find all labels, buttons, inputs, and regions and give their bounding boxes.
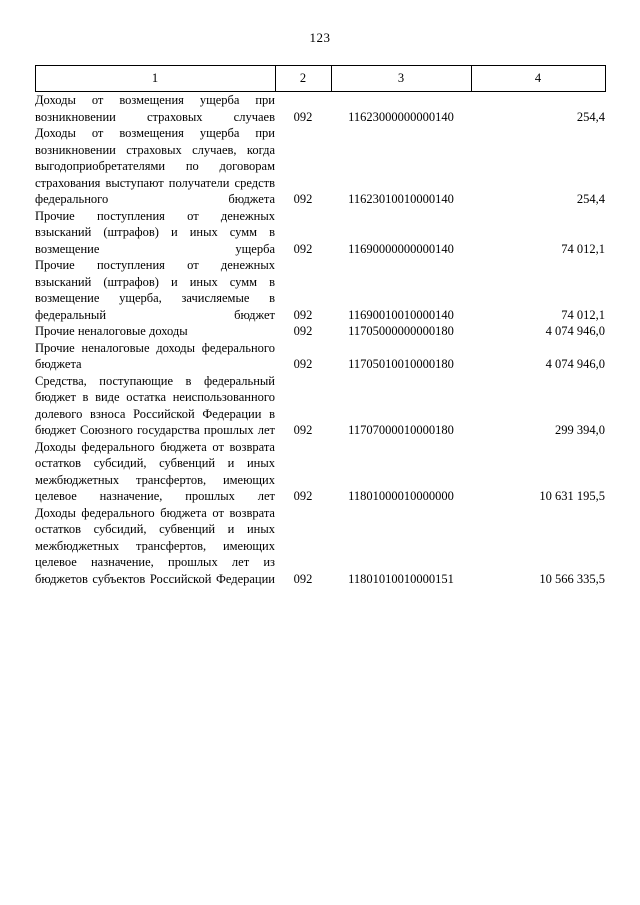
row-kbk-code: 11705010010000180 bbox=[348, 357, 454, 371]
row-admin-code: 092 bbox=[293, 109, 313, 124]
row-kbk-code: 11690010010000140 bbox=[348, 307, 454, 322]
table-row bbox=[35, 373, 605, 439]
budget-income-table bbox=[35, 65, 606, 587]
table-row bbox=[35, 92, 605, 126]
table-header-row bbox=[35, 66, 605, 92]
row-admin-code: 092 bbox=[293, 324, 313, 338]
row-amount: 74 012,1 bbox=[561, 307, 605, 322]
column-header-1: 1 bbox=[35, 66, 275, 92]
table-row bbox=[35, 125, 605, 208]
row-amount: 299 394,0 bbox=[555, 423, 605, 437]
row-amount: 4 074 946,0 bbox=[545, 357, 605, 371]
column-header-4: 4 bbox=[471, 66, 605, 92]
row-amount: 4 074 946,0 bbox=[545, 324, 605, 338]
row-admin-code: 092 bbox=[293, 192, 313, 206]
row-amount: 254,4 bbox=[576, 109, 605, 124]
table-row bbox=[35, 257, 605, 323]
row-name: Прочие поступления от денежных взысканий (штрафов) и иных сумм в возмещение ущерба bbox=[35, 208, 275, 256]
row-name: Прочие поступления от денежных взысканий (штрафов) и иных сумм в возмещение ущерба, зачисляемые в федеральный бюджет bbox=[35, 258, 275, 322]
row-kbk-code: 11707000010000180 bbox=[348, 423, 454, 437]
row-admin-code: 092 bbox=[293, 489, 313, 503]
row-admin-code: 092 bbox=[293, 357, 313, 371]
row-admin-code: 092 bbox=[293, 571, 313, 586]
table-row bbox=[35, 340, 605, 373]
row-amount: 74 012,1 bbox=[561, 241, 605, 256]
row-name: Прочие неналоговые доходы федерального бюджета bbox=[35, 340, 275, 371]
row-kbk-code: 11623000000000140 bbox=[348, 109, 454, 124]
row-amount: 254,4 bbox=[576, 192, 605, 206]
table-row bbox=[35, 323, 605, 340]
table-row bbox=[35, 439, 605, 505]
row-admin-code: 092 bbox=[293, 423, 313, 437]
row-admin-code: 092 bbox=[293, 241, 313, 256]
table-row bbox=[35, 208, 605, 258]
row-kbk-code: 11705000000000180 bbox=[348, 324, 454, 338]
table-row bbox=[35, 505, 605, 588]
row-name: Доходы федерального бюджета от возврата остатков субсидий, субвенций и иных межбюджетных трансфертов, имеющих целевое назначение, прошлых лет из бюджетов субъектов Российской Федерации bbox=[35, 505, 275, 586]
row-name: Доходы от возмещения ущерба при возникновении страховых случаев bbox=[35, 93, 275, 124]
row-kbk-code: 11801010010000151 bbox=[348, 571, 454, 586]
row-name: Средства, поступающие в федеральный бюджет в виде остатка неиспользованного долевого взноса Российской Федерации в бюджет Союзного государства прошлых лет bbox=[35, 373, 275, 437]
row-name: Прочие неналоговые доходы bbox=[35, 324, 188, 338]
row-kbk-code: 11623010010000140 bbox=[348, 192, 454, 206]
row-amount: 10 566 335,5 bbox=[539, 571, 605, 586]
row-name: Доходы федерального бюджета от возврата остатков субсидий, субвенций и иных межбюджетных трансфертов, имеющих целевое назначение, прошлых лет bbox=[35, 439, 275, 503]
row-admin-code: 092 bbox=[293, 307, 313, 322]
row-kbk-code: 11690000000000140 bbox=[348, 241, 454, 256]
row-kbk-code: 11801000010000000 bbox=[348, 489, 454, 503]
page-number: 123 bbox=[309, 30, 331, 45]
column-header-3: 3 bbox=[331, 66, 471, 92]
row-name: Доходы от возмещения ущерба при возникновении страховых случаев, когда выгодоприобретателями по договорам страхования выступают получатели средств федерального бюджета bbox=[35, 126, 275, 206]
column-header-2: 2 bbox=[275, 66, 331, 92]
row-amount: 10 631 195,5 bbox=[539, 489, 605, 503]
